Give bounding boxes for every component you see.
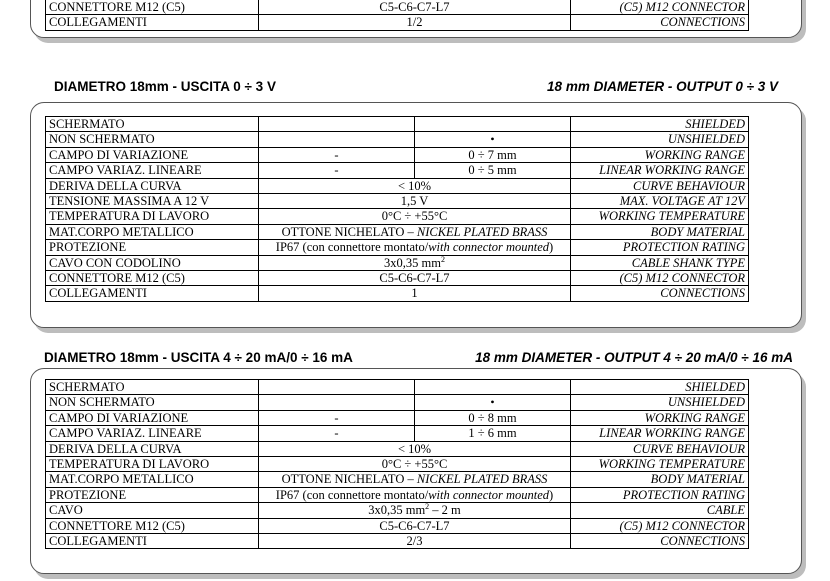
spec-row <box>46 395 749 410</box>
spec-label-it: CAMPO DI VARIAZIONE <box>46 410 259 425</box>
spec-value-text-en: NICKEL PLATED BRASS <box>416 472 548 487</box>
top-spec-panel <box>30 0 802 38</box>
spec-row <box>46 117 749 132</box>
spec-label-en: LINEAR WORKING RANGE <box>571 426 749 441</box>
spec-value-text-en: with connector mounted <box>428 240 550 255</box>
spec-label-it: DERIVA DELLA CURVA <box>46 178 259 193</box>
spec-value-text: 3x0,35 mm <box>384 255 441 270</box>
spec-value <box>259 15 571 30</box>
spec-label-it: CAMPO VARIAZ. LINEARE <box>46 426 259 441</box>
spec-row <box>46 271 749 286</box>
spec-label-it: TEMPERATURA DI LAVORO <box>46 457 259 472</box>
spec-label-it: TENSIONE MASSIMA A 12 V <box>46 194 259 209</box>
spec-label-it: TEMPERATURA DI LAVORO <box>46 209 259 224</box>
spec-value <box>259 286 571 301</box>
spec-value <box>259 441 571 456</box>
spec-value-text: 0°C ÷ +55°C <box>381 457 448 472</box>
spec-value-shielded <box>259 380 415 395</box>
spec-value-text: < 10% <box>397 178 432 193</box>
spec-row <box>46 503 749 518</box>
spec-row <box>46 457 749 472</box>
spec-value-text: C5-C6-C7-L7 <box>379 271 450 286</box>
spec-value-text-en: NICKEL PLATED BRASS <box>416 224 548 239</box>
spec-label-it: CAMPO VARIAZ. LINEARE <box>46 163 259 178</box>
spec-value-unshielded <box>415 117 571 132</box>
spec-row <box>46 194 749 209</box>
spec-label-en: WORKING TEMPERATURE <box>571 209 749 224</box>
spec-value-shielded <box>259 395 415 410</box>
spec-value-unshielded <box>415 380 571 395</box>
spec-value-tail: ) <box>549 240 554 255</box>
spec-label-it: PROTEZIONE <box>46 240 259 255</box>
spec-value <box>259 0 571 15</box>
spec-row <box>46 178 749 193</box>
spec-value-unshielded: 0 ÷ 7 mm <box>415 147 571 162</box>
spec-value-text: 1,5 V <box>400 194 429 209</box>
spec-label-en: PROTECTION RATING <box>571 240 749 255</box>
section1-spec-panel <box>30 102 802 328</box>
spec-label-it: CAVO <box>46 503 259 518</box>
spec-value-tail: ) <box>549 487 554 502</box>
spec-label-en: PROTECTION RATING <box>571 487 749 502</box>
spec-label-it: PROTEZIONE <box>46 487 259 502</box>
spec-value <box>259 457 571 472</box>
spec-row <box>46 209 749 224</box>
spec-row <box>46 487 749 502</box>
spec-value <box>259 224 571 239</box>
spec-value-text: C5-C6-C7-L7 <box>379 0 450 14</box>
spec-label-en: SHIELDED <box>571 117 749 132</box>
spec-label-it: MAT.CORPO METALLICO <box>46 224 259 239</box>
spec-label-en: BODY MATERIAL <box>571 472 749 487</box>
spec-label-en: CURVE BEHAVIOUR <box>571 178 749 193</box>
spec-label-it: COLLEGAMENTI <box>46 15 259 30</box>
spec-value-tail: – 2 m <box>429 503 461 518</box>
spec-value <box>259 209 571 224</box>
spec-value-unshielded: • <box>415 132 571 147</box>
spec-value-shielded: - <box>259 163 415 178</box>
spec-label-en: MAX. VOLTAGE AT 12V <box>571 194 749 209</box>
spec-value <box>259 178 571 193</box>
spec-label-en: (C5) M12 CONNECTOR <box>571 0 749 15</box>
spec-value-shielded: - <box>259 147 415 162</box>
spec-value-unshielded: • <box>415 395 571 410</box>
spec-value-shielded <box>259 132 415 147</box>
spec-row <box>46 132 749 147</box>
spec-label-it: CAVO CON CODOLINO <box>46 255 259 270</box>
spec-value-shielded: - <box>259 410 415 425</box>
spec-value <box>259 487 571 502</box>
spec-value-superscript: 2 <box>440 255 445 264</box>
spec-label-en: UNSHIELDED <box>571 395 749 410</box>
spec-label-it: DERIVA DELLA CURVA <box>46 441 259 456</box>
spec-row <box>46 410 749 425</box>
spec-value-text: < 10% <box>397 441 432 456</box>
spec-row <box>46 426 749 441</box>
spec-value-text: IP67 (con connettore montato/ <box>275 240 429 255</box>
spec-label-en: BODY MATERIAL <box>571 224 749 239</box>
spec-value <box>259 503 571 518</box>
spec-value-unshielded: 0 ÷ 8 mm <box>415 410 571 425</box>
spec-label-en: CABLE <box>571 503 749 518</box>
spec-value <box>259 472 571 487</box>
spec-value-text: IP67 (con connettore montato/ <box>275 487 429 502</box>
spec-row <box>46 286 749 301</box>
spec-row <box>46 147 749 162</box>
spec-row <box>46 224 749 239</box>
section1-title-it: DIAMETRO 18mm - USCITA 0 ÷ 3 V <box>54 79 276 94</box>
spec-label-it: CONNETTORE M12 (C5) <box>46 0 259 15</box>
spec-label-it: MAT.CORPO METALLICO <box>46 472 259 487</box>
spec-value <box>259 271 571 286</box>
spec-value-shielded <box>259 117 415 132</box>
spec-label-it: COLLEGAMENTI <box>46 534 259 549</box>
spec-row <box>46 163 749 178</box>
section2-title-it: DIAMETRO 18mm - USCITA 4 ÷ 20 mA/0 ÷ 16 mA <box>44 350 353 365</box>
section1-title-en: 18 mm DIAMETER - OUTPUT 0 ÷ 3 V <box>547 79 778 94</box>
spec-value-superscript: 2 <box>425 502 430 512</box>
top-spec-table <box>45 0 749 31</box>
spec-value-text: 1/2 <box>406 15 423 30</box>
spec-label-en: CURVE BEHAVIOUR <box>571 441 749 456</box>
spec-value <box>259 534 571 549</box>
spec-value-text: 2/3 <box>406 534 423 549</box>
spec-value <box>259 518 571 533</box>
spec-label-en: CONNECTIONS <box>571 15 749 30</box>
spec-label-en: (C5) M12 CONNECTOR <box>571 271 749 286</box>
spec-label-it: NON SCHERMATO <box>46 395 259 410</box>
spec-label-en: SHIELDED <box>571 380 749 395</box>
spec-value <box>259 240 571 255</box>
spec-row <box>46 441 749 456</box>
spec-row <box>46 255 749 270</box>
spec-label-it: CAMPO DI VARIAZIONE <box>46 147 259 162</box>
spec-value <box>259 255 571 270</box>
spec-value-text: OTTONE NICHELATO – <box>281 472 417 487</box>
spec-label-it: CONNETTORE M12 (C5) <box>46 271 259 286</box>
spec-value-text-en: with connector mounted <box>428 487 550 502</box>
spec-label-it: CONNETTORE M12 (C5) <box>46 518 259 533</box>
spec-value-text: OTTONE NICHELATO – <box>281 224 417 239</box>
spec-label-it: COLLEGAMENTI <box>46 286 259 301</box>
spec-label-en: CONNECTIONS <box>571 286 749 301</box>
section2-spec-table <box>45 379 749 549</box>
spec-label-it: SCHERMATO <box>46 117 259 132</box>
spec-label-en: (C5) M12 CONNECTOR <box>571 518 749 533</box>
spec-label-it: SCHERMATO <box>46 380 259 395</box>
spec-label-en: WORKING RANGE <box>571 410 749 425</box>
spec-value-unshielded: 1 ÷ 6 mm <box>415 426 571 441</box>
spec-label-it: NON SCHERMATO <box>46 132 259 147</box>
spec-row <box>46 534 749 549</box>
section2-title-en: 18 mm DIAMETER - OUTPUT 4 ÷ 20 mA/0 ÷ 16 mA <box>475 350 793 365</box>
spec-value-shielded: - <box>259 426 415 441</box>
spec-value-unshielded: 0 ÷ 5 mm <box>415 163 571 178</box>
spec-value-text: 3x0,35 mm <box>368 503 426 518</box>
spec-label-en: WORKING TEMPERATURE <box>571 457 749 472</box>
spec-row <box>46 0 749 15</box>
spec-value-text: 0°C ÷ +55°C <box>381 209 448 224</box>
spec-row <box>46 240 749 255</box>
spec-value <box>259 194 571 209</box>
section1-spec-table <box>45 116 749 302</box>
section2-spec-panel <box>30 368 802 574</box>
spec-value-text: C5-C6-C7-L7 <box>379 518 450 533</box>
spec-row <box>46 15 749 30</box>
spec-label-en: CABLE SHANK TYPE <box>571 255 749 270</box>
spec-row <box>46 518 749 533</box>
spec-label-en: CONNECTIONS <box>571 534 749 549</box>
spec-label-en: UNSHIELDED <box>571 132 749 147</box>
spec-label-en: WORKING RANGE <box>571 147 749 162</box>
spec-row <box>46 380 749 395</box>
spec-label-en: LINEAR WORKING RANGE <box>571 163 749 178</box>
spec-row <box>46 472 749 487</box>
spec-value-text: 1 <box>411 286 418 301</box>
